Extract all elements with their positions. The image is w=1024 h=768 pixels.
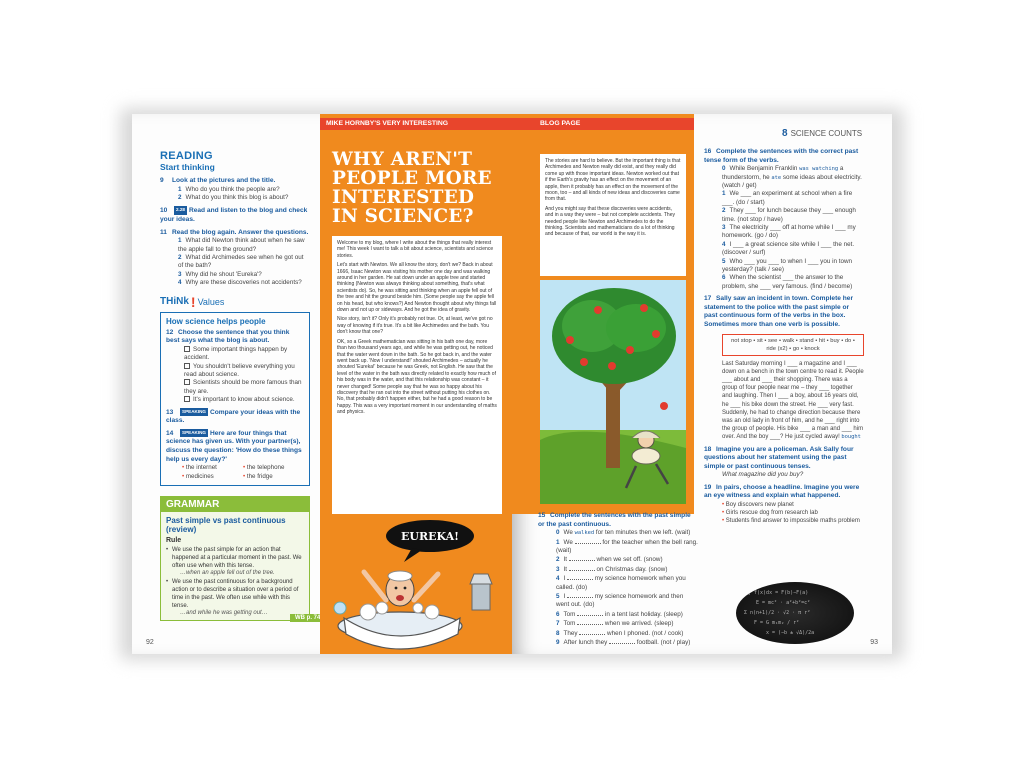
answer-blank[interactable] bbox=[569, 565, 595, 571]
blog-article bbox=[320, 114, 512, 654]
blog-continued-text: The stories are hard to believe. But the important thing is that Archimedes and Newton really did exist, and they really did come up with those important ideas. Newton worked out that if the Earth's gravity has an effect on the movement of an apple, then it probably has an effect on the movement of the moon, too – and all kinds of new ideas and discoveries came from that. And you might say that these discoveries were accidents, and in a way they were – but not complete accidents. They needed people like Newton and Archimedes to do the thinking. Scientists and mathematicians do a lot of thinking and because of that, our world is the way it is. bbox=[540, 154, 686, 276]
exercise-9: 9 Look at the pictures and the title. bbox=[160, 177, 276, 184]
checkbox[interactable] bbox=[184, 346, 190, 352]
values-title: How science helps people bbox=[166, 316, 266, 326]
exercise-18: 18 Imagine you are a policeman. Ask Sally four questions about her statement using the past simple or past continuous tenses. bbox=[704, 445, 854, 470]
exercise-17: 17 Sally saw an incident in town. Complete her statement to the police with the past simple or past continuous form of the verbs in the box. Sometimes more than one verb is possible. bbox=[704, 295, 854, 329]
grammar-box: GRAMMAR Past simple vs past continuous (review) Rule • We use the past simple for an action that happened at a particular moment in the past. We often use when with this tense. …when an apple fell out of the tree. • We use the past continuous for a background action or to describe a situation over a period of time in the past. We often use while with this tense. …and while he was getting out… bbox=[160, 496, 310, 621]
exercise-16: 16 Complete the sentences with the correct past tense form of the verbs. bbox=[704, 148, 859, 164]
answer-blank[interactable] bbox=[579, 629, 605, 635]
audio-track-icon: 2.28 bbox=[174, 206, 187, 215]
checkbox[interactable] bbox=[184, 379, 190, 385]
right-page bbox=[512, 114, 892, 654]
values-box: How science helps people 12 Choose the sentence that you think best says what the blog is about. Some important things happen by accident. You shouldn't believe everything you read about science. Scientists should be more famous than they are. It's important to know about science. 13 SPEAKING Compare your ideas with the class. 14 SPEAKING Here are four things that science has given us. With your partner(s), discuss the question: 'How do these things help us every day?' • the internet • the telephone • medicines • the fridge bbox=[160, 312, 310, 486]
archimedes-illustration bbox=[320, 514, 512, 654]
blog-banner: BLOG PAGE bbox=[512, 118, 694, 130]
grammar-title: Past simple vs past continuous (review) bbox=[166, 516, 286, 535]
exercise-14: 14 SPEAKING Here are four things that science has given us. With your partner(s), discuss the question: 'How do these things help us every day?' bbox=[166, 429, 302, 463]
handwritten-answer: walked bbox=[574, 530, 595, 537]
article-body: Welcome to my blog, where I write about the things that really interest me! This week I want to talk a bit about science, scientists and science stories. Let's start with Newton. We all know the story, don't we? Back in about 1666, Isaac Newton was visiting his mother one day and was walking around in her garden. He sat down under an apple tree and started thinking (Newton was always thinking about something, that's what scientists do). So, he was sitting and thinking when an apple fell out of the tree and hit the ground beside him. (Some people say the apple fell on his head, but who knows?) And Newton thought about why things fall down and not up or sideways. And he got the idea of gravity. Nice story, isn't it? Only it's probably not true. Or, at least, we've got no way of knowing if it's true. It's a bit like Archimedes and the bath. You don't know that one? OK, so a Greek mathematician was sitting in his bath one day, more than two thousand years ago, and while he was getting out, he noticed that the water went down in the bath. So he got back in, and the water went back up. 'Now I understand!' shouted Archimedes – actually he shouted 'Eureka!' because he was Greek, not English. He saw that the level of the water in the bath was directly related to exactly how much of his body was in the water, and that this relationship was constant – it never changed! Some people say that he was so happy about his discovery that he ran out into the street without putting his clothes on. No, that probably didn't happen either, but he had a good reason to be happy. This was a very important moment in our understanding of maths and physics. bbox=[332, 236, 502, 514]
answer-blank[interactable] bbox=[567, 574, 593, 580]
exercise-19: 19 In pairs, choose a headline. Imagine you were an eye witness and explain what happened. bbox=[704, 483, 860, 500]
article-banner: MIKE HORNBY'S VERY INTERESTING bbox=[320, 118, 512, 130]
verb-word-box: not stop • sit • see • walk • stand • hit • buy • do • ride (x2) • go • knock bbox=[722, 334, 864, 356]
think-values-logo: THiNk ! Values bbox=[160, 293, 225, 310]
science-things-list: • the internet • the telephone • medicines • the fridge bbox=[166, 464, 304, 481]
reading-heading: READING bbox=[160, 150, 213, 162]
exercise-15-column: 15 Complete the sentences with the past simple or the past continuous. 0 We walked for ten minutes then we left. (wait) 1 We for the teacher when the bell rang. (wait) 2 It when we set off. (snow) 3 It on Christmas day. (snow) 4 I my science homework when you called. (do) 5 I my science homework and then went out. (do) 6 Tom in a tent last holiday. (sleep) 7 Tom when we arrived. (sleep) 8 They when I phoned. (not / cook) 9 After lunch they football. (not / play) bbox=[538, 512, 698, 647]
headlines-list: • Boy discovers new planet • Girls rescue dog from research lab • Students find answer to impossible maths problem bbox=[704, 501, 864, 526]
sally-statement: Last Saturday morning I ___ a magazine and I ___ down on a bench in the town centre to read it. People ___ about and ___ their shopping. There was a group of four people near me – they ___ together and laughing. Then I ___ a boy, about 16 years old, he ___ his bike down the street. He ___ very fast. Suddenly, he had to change direction because there was an old lady in front of him, and he ___ right into the group of people. His bike ___ a man and ___ him over. And the boy ___? He just cycled away! bought bbox=[722, 360, 864, 441]
handwritten-answer: was watching bbox=[799, 166, 839, 173]
answer-blank[interactable] bbox=[609, 638, 635, 644]
article-title: WHY AREN'T PEOPLE MORE INTERESTED IN SCIENCE? bbox=[332, 149, 492, 227]
chalkboard-equations-image: ∫ f(x)dx = F(b)−F(a) E = mc² · a²+b²=c² Σ n(n+1)/2 · √2 · π r² F = G m₁m₂ / r² x = (−b ± √Δ)/2a bbox=[736, 582, 854, 644]
checkbox[interactable] bbox=[184, 396, 190, 402]
page-number: 92 bbox=[146, 639, 154, 646]
eureka-speech: EUREKA! bbox=[401, 530, 459, 543]
answer-blank[interactable] bbox=[575, 538, 601, 544]
unit-header: 8 SCIENCE COUNTS bbox=[782, 128, 863, 139]
answer-blank[interactable] bbox=[567, 592, 593, 598]
exercise-13: 13 SPEAKING Compare your ideas with the class. bbox=[166, 408, 301, 425]
newton-apple-tree-illustration bbox=[540, 280, 686, 504]
grammar-heading: GRAMMAR bbox=[161, 497, 309, 512]
reading-column: READING Start thinking 9 Look at the pictures and the title. 1 Who do you think the people are? 2 What do you think this blog is about? 10 2.28 Read and listen to the blog and check your ideas. 11 Read the blog again. Answer the questions. 1 What did Newton think about when he saw the apple fall to the ground? 2 What did Archimedes see when he got out of the bath? 3 Why did he shout 'Eureka'? 4 Why are these discoveries not accidents? THiNk ! Values How science helps people 12 Choose the sentence that you think best says what the blog is about. Some important things happen by accident. You shouldn't believe everything you read about science. Scientists should be more famous than they are. It's important to know about science. 13 SPEAKING Compare your ideas with the class. 14 SPEAKING Here are four things that science has given us. With your partner(s), discuss the question: 'How do these things help us every day?' • the internet • the telephone • medicines • the fridge GRAMMAR Past simple vs past continuous (review) Rule • We use the past simple for an action that happened at a particular moment in the past. We often use when with this tense. …when an apple fell out of the tree. • We use the past continuous for a background action or to describe a situation over a period of time in the past. We often use while with this tense. …and while he was getting out… bbox=[160, 150, 310, 621]
start-thinking-heading: Start thinking bbox=[160, 162, 215, 172]
answer-blank[interactable] bbox=[569, 555, 595, 561]
exercise-15: 15 Complete the sentences with the past simple or the past continuous. bbox=[538, 512, 691, 528]
checkbox[interactable] bbox=[184, 363, 190, 369]
page-number: 93 bbox=[870, 639, 878, 646]
exercise-10: 10 2.28 Read and listen to the blog and check your ideas. bbox=[160, 207, 308, 223]
workbook-reference: WB p. 74 bbox=[290, 614, 325, 622]
exercise-12: 12 Choose the sentence that you think best says what the blog is about. bbox=[166, 328, 290, 345]
exercises-column: 16 Complete the sentences with the correct past tense form of the verbs. 0 While Benjamin Franklin was watching a thunderstorm, he ate some ideas about electricity. (watch / get) 1 We ___ an experiment at school when a fire ___. (do / start) 2 They ___ for lunch because they ___ enough time. (not stop / have) 3 The electricity ___ off at home while I ___ my homework. (go / do) 4 I ___ a great science site while I ___ the net. (discover / surf) 5 Who ___ you ___ to when I ___ you in town yesterday? (talk / see) 6 When the scientist ___ the answer to the problem, she ___ very famous. (find / become) 17 Sally saw an incident in town. Complete her statement to the police with the past simple or past continuous form of the verbs in the box. Sometimes more than one verb is possible. not stop • sit • see • walk • stand • hit • buy • do • ride (x2) • go • knock Last Saturday morning I ___ a magazine and I ___ down on a bench in the town centre to read it. People ___ about and ___ their shopping. There was a group of four people near me – they ___ together and laughing. Then I ___ a boy, about 16 years old, he ___ his bike down the street. He ___ very fast. Suddenly, he had to change direction because there was an old lady in front of him, and he ___ right into the group of people. His bike ___ a man and ___ him over. And the boy ___? He just cycled away! bought 18 Imagine you are a policeman. Ask Sally four questions about her statement using the past simple or past continuous tenses. What magazine did you buy? 19 In pairs, choose a headline. Imagine you were an eye witness and explain what happened. • Boy discovers new planet • Girls rescue dog from research lab • Students find answer to impossible maths problem bbox=[704, 148, 864, 526]
answer-blank[interactable] bbox=[577, 610, 603, 616]
answer-blank[interactable] bbox=[577, 619, 603, 625]
exercise-11: 11 Read the blog again. Answer the questions. bbox=[160, 228, 309, 236]
left-page bbox=[132, 114, 512, 654]
blog-page-panel bbox=[512, 114, 694, 514]
